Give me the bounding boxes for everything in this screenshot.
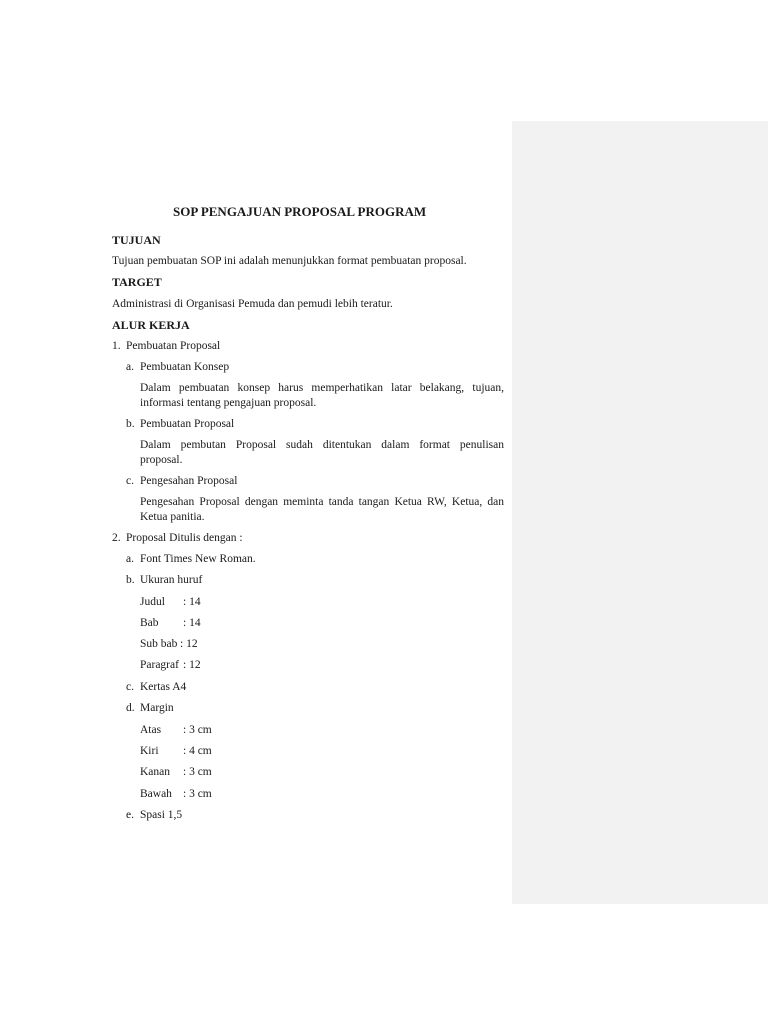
paragraph-line: Dalam pembuatan konsep harus memperhatikan latar belakang, tujuan, (140, 382, 504, 394)
margin-value: : 3 cm (183, 724, 212, 736)
size-value: : 14 (183, 617, 201, 629)
list-marker: a. (126, 361, 134, 373)
list-marker: d. (126, 702, 135, 714)
paragraph-pengesahan-proposal (140, 495, 504, 525)
paragraph-pembuatan-proposal (140, 438, 504, 468)
size-key: Bab (140, 617, 159, 629)
size-value: : 12 (180, 638, 198, 650)
paragraph-line: Ketua panitia. (140, 511, 205, 523)
size-key: Sub bab (140, 638, 178, 650)
list-item-pembuatan-konsep: Pembuatan Konsep (140, 361, 230, 373)
margin-key: Atas (140, 724, 162, 736)
comment-pane (512, 121, 768, 904)
paragraph-line: Dalam pembutan Proposal sudah ditentukan dalam format penulisan (140, 439, 504, 451)
size-key: Judul (140, 596, 165, 608)
list-item-pembuatan-proposal: Pembuatan Proposal (140, 418, 235, 430)
list-marker: c. (126, 681, 134, 693)
section-heading-target: TARGET (112, 275, 162, 289)
margin-key: Kiri (140, 745, 159, 757)
margin-value: : 3 cm (183, 788, 212, 800)
list-item-margin: Margin (140, 702, 174, 714)
list-item-step2: Proposal Ditulis dengan : (126, 532, 243, 544)
margin-value: : 4 cm (183, 745, 212, 757)
list-item-step1: Pembuatan Proposal (126, 340, 221, 352)
list-marker: a. (126, 553, 134, 565)
list-marker: e. (126, 809, 134, 821)
document-title: SOP PENGAJUAN PROPOSAL PROGRAM (173, 204, 427, 219)
margin-key: Bawah (140, 788, 172, 800)
section-text-tujuan: Tujuan pembuatan SOP ini adalah menunjukkan format pembuatan proposal. (112, 255, 467, 267)
list-item-pengesahan-proposal: Pengesahan Proposal (140, 475, 238, 487)
section-heading-tujuan: TUJUAN (112, 233, 161, 247)
size-key: Paragraf (140, 659, 179, 671)
paragraph-pembuatan-konsep (140, 381, 504, 411)
list-item-kertas: Kertas A4 (140, 681, 187, 693)
margin-key: Kanan (140, 766, 171, 778)
list-marker: c. (126, 475, 134, 487)
list-item-spasi: Spasi 1,5 (140, 809, 183, 821)
size-value: : 14 (183, 596, 201, 608)
list-item-font: Font Times New Roman. (140, 553, 256, 565)
list-number: 1. (112, 340, 121, 352)
section-text-target: Administrasi di Organisasi Pemuda dan pemudi lebih teratur. (112, 298, 393, 310)
paragraph-line: proposal. (140, 454, 183, 466)
list-number: 2. (112, 532, 121, 544)
size-value: : 12 (183, 659, 201, 671)
section-heading-alur-kerja: ALUR KERJA (112, 318, 190, 332)
margin-value: : 3 cm (183, 766, 212, 778)
list-marker: b. (126, 574, 135, 586)
list-item-ukuran-huruf: Ukuran huruf (140, 574, 203, 586)
paragraph-line: informasi tentang pengajuan proposal. (140, 397, 317, 409)
list-marker: b. (126, 418, 135, 430)
paragraph-line: Pengesahan Proposal dengan meminta tanda tangan Ketua RW, Ketua, dan (140, 496, 504, 508)
